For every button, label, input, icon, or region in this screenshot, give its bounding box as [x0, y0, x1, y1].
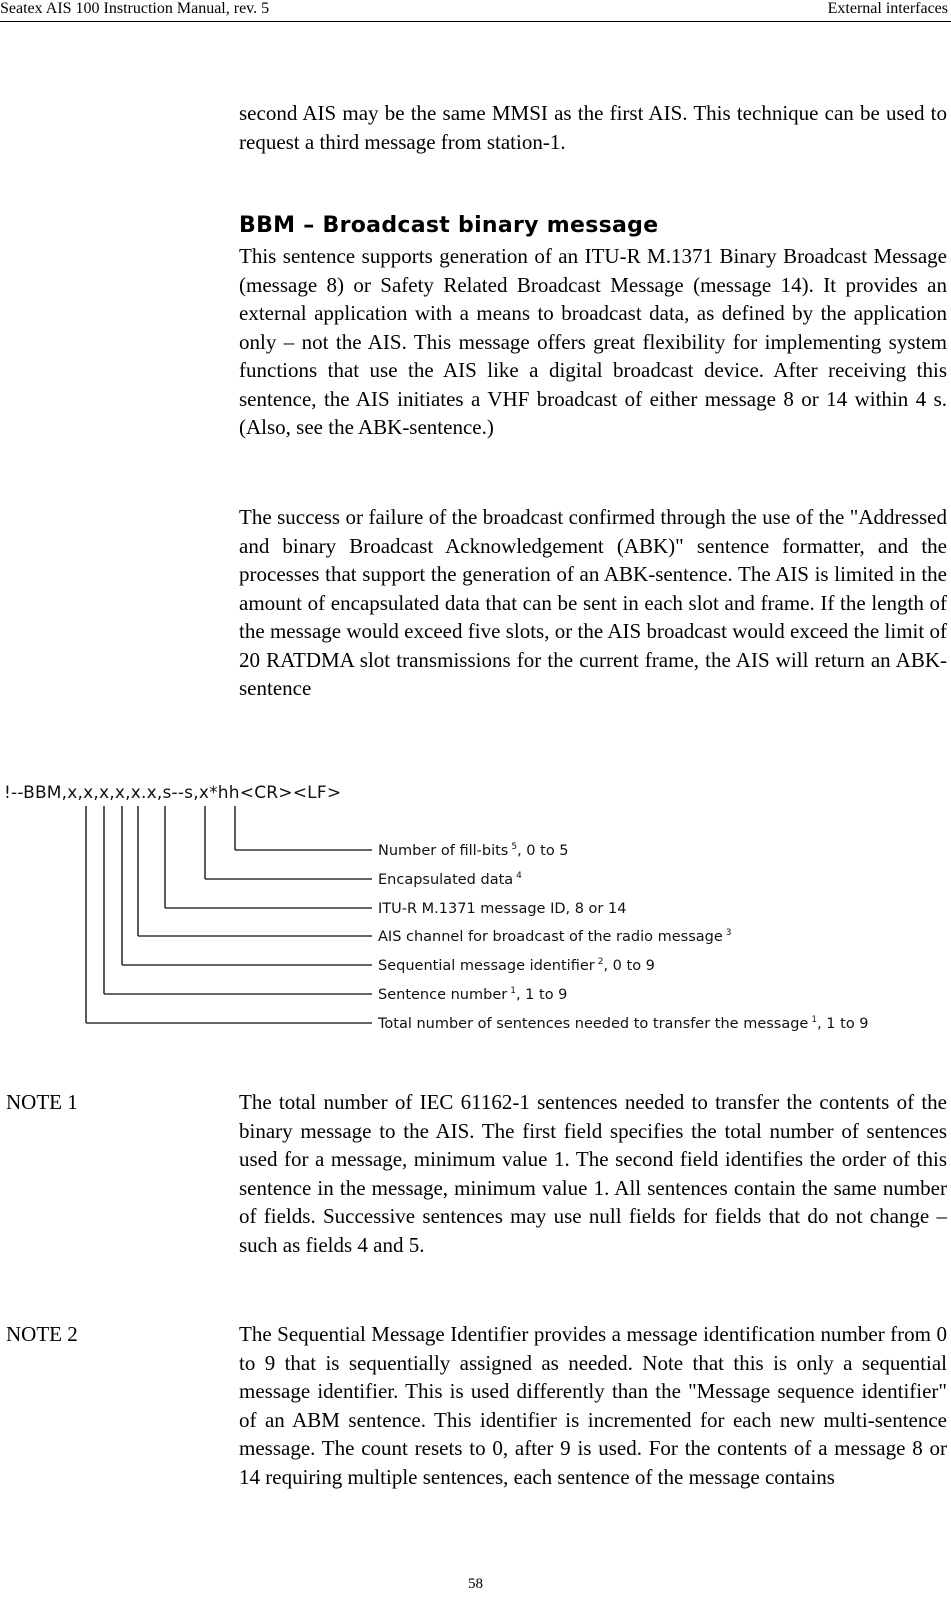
header-section-title: External interfaces — [827, 0, 948, 17]
note-text: The Sequential Message Identifier provides a message identification number from 0 to 9 that is sequentially assigned as needed. Note that this is only a sequential message identifier. This is used differently than the "Message sequence identifier" of an ABM sentence. This identifier is incremented for each new multi-sentence message. The count resets to 0, after 9 is used. For the contents of a message 8 or 14 requiring multiple sentences, each sentence of the message contains — [239, 1322, 947, 1489]
section-paragraph-2: The success or failure of the broadcast confirmed through the use of the "Addressed and binary Broadcast Acknowledgement (ABK)" sentence formatter, and the processes that support the generation of an ABK-sentence. The AIS is limited in the amount of encapsulated data that can be sent in each slot and frame. If the length of the message would exceed five slots, or the AIS broadcast would exceed the limit of 20 RATDMA slot transmissions for the current frame, the AIS will return an ABK-sentence — [239, 505, 947, 700]
page-number: 58 — [468, 1576, 483, 1592]
field-label-encapsulated-data: Encapsulated data $^4$ — [378, 871, 522, 888]
continuation-paragraph: second AIS may be the same MMSI as the first AIS. This technique can be used to request a third message from station-1. — [239, 101, 947, 154]
field-label-message-id: ITU-R M.1371 message ID, 8 or 14 — [378, 901, 627, 917]
field-label-sequential-id: Sequential message identifier $^2$, 0 to 9 — [378, 957, 655, 974]
note-text: The total number of IEC 61162-1 sentences needed to transfer the contents of the binary message to the AIS. The first field specifies the total number of sentences used for a message, minimum value 1. The second field identifies the order of this sentence in the message, minimum value 1. All sentences contain the same number of fields. Successive sentences may use null fields for fields that do not change – such as fields 4 and 5. — [239, 1090, 947, 1257]
field-label-fill-bits: Number of fill-bits $^5$, 0 to 5 — [378, 842, 569, 859]
note-label: NOTE 2 — [6, 1322, 78, 1346]
sentence-format-string: !--BBM,x,x,x,x,x.x,s--s,x*hh<CR><LF> — [4, 783, 342, 803]
section-heading: BBM – Broadcast binary message — [239, 213, 659, 238]
section-paragraph-1: This sentence supports generation of an ITU-R M.1371 Binary Broadcast Message (message 8) or Safety Related Broadcast Message (message 14). It provides an external application with a means to broadcast data, as defined by the application only – not the AIS. This message offers great flexibility for implementing system functions that use the AIS like a digital broadcast device. After receiving this sentence, the AIS initiates a VHF broadcast of either message 8 or 14 within 4 s. (Also, see the ABK-sentence.) — [239, 244, 947, 439]
field-label-sentence-number: Sentence number $^1$, 1 to 9 — [378, 986, 568, 1003]
field-label-ais-channel: AIS channel for broadcast of the radio message $^3$ — [378, 928, 732, 945]
bbm-sentence-format-diagram — [0, 782, 951, 1062]
field-label-total-sentences: Total number of sentences needed to transfer the message $^1$, 1 to 9 — [378, 1015, 869, 1032]
note-label: NOTE 1 — [6, 1090, 78, 1114]
header-manual-title: Seatex AIS 100 Instruction Manual, rev. 5 — [0, 0, 270, 17]
page-header — [0, 0, 951, 22]
